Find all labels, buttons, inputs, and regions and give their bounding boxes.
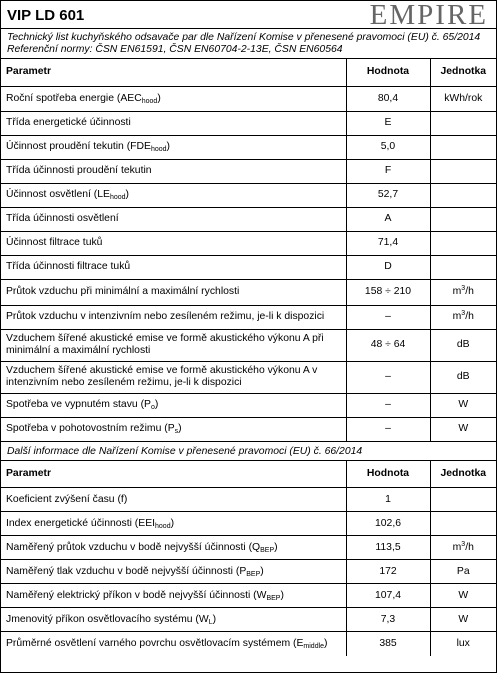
table-header-row — [1, 59, 496, 86]
value-text: A — [384, 213, 392, 224]
row-unit — [430, 207, 496, 231]
row-unit — [430, 361, 496, 393]
label-subscript: hood — [109, 194, 126, 201]
row-label — [1, 135, 346, 159]
row-value — [346, 361, 430, 393]
label-text: Spotřeba v pohotovostním režimu (P — [6, 423, 175, 434]
row-value — [346, 231, 430, 255]
regulation-line: Technický list kuchyňského odsavače par dle Nařízení Komise v přenesené pravomoci (EU) č. 65/2014 — [7, 32, 481, 43]
label-suffix: ) — [170, 517, 175, 529]
row-label — [1, 86, 346, 111]
row-label — [1, 393, 346, 417]
label-text: Průtok vzduchu v intenzivním nebo zesíleném režimu, je-li k dispozici — [6, 311, 325, 322]
row-unit — [430, 536, 496, 560]
label-text: Účinnost osvětlení (LE — [6, 189, 110, 200]
row-label — [1, 329, 346, 361]
row-label — [1, 536, 346, 560]
unit-text: W — [458, 589, 469, 601]
value-text: 385 — [379, 637, 397, 649]
unit-text: m — [452, 541, 462, 553]
label-suffix: ) — [274, 541, 278, 553]
table-row — [1, 135, 496, 159]
row-value — [346, 536, 430, 560]
unit-suffix: /h — [465, 311, 474, 322]
row-value — [346, 560, 430, 584]
table-row — [1, 231, 496, 255]
additional-info-table — [1, 461, 496, 656]
model-name: VIP LD 601 — [7, 7, 85, 24]
row-label — [1, 488, 346, 512]
table-row — [1, 536, 496, 560]
table-row — [1, 488, 496, 512]
label-suffix: ) — [125, 189, 130, 200]
row-label — [1, 305, 346, 329]
label-text: Průtok vzduchu při minimální a maximální rychlosti — [6, 286, 240, 297]
row-label — [1, 159, 346, 183]
row-value — [346, 135, 430, 159]
value-text: 71,4 — [377, 237, 399, 248]
table-row — [1, 305, 496, 329]
label-text: Koeficient zvýšení času (f) — [6, 493, 128, 505]
label-subscript: s — [174, 428, 179, 435]
label-text: Jmenovitý příkon osvětlovacího systému (W — [6, 613, 209, 625]
unit-text: Pa — [456, 565, 470, 577]
brand-logo: EMPIRE — [369, 0, 488, 31]
label-suffix: ) — [280, 589, 284, 601]
row-unit — [430, 329, 496, 361]
row-label — [1, 207, 346, 231]
label-text: Index energetické účinnosti (EEI — [6, 517, 156, 529]
table-row — [1, 417, 496, 441]
row-value — [346, 512, 430, 536]
row-value — [346, 255, 430, 279]
label-subscript: hood — [155, 522, 171, 530]
label-suffix: ) — [212, 613, 217, 625]
value-text: 113,5 — [375, 541, 401, 553]
standards-line: Referenční normy: ČSN EN61591, ČSN EN60704-2-13E, ČSN EN60564 — [7, 44, 343, 55]
table-row — [1, 560, 496, 584]
unit-text: W — [458, 613, 469, 625]
row-value — [346, 488, 430, 512]
table-row — [1, 207, 496, 231]
label-subscript: BEP — [246, 570, 261, 578]
row-unit — [430, 231, 496, 255]
value-text: 1 — [385, 493, 391, 505]
unit-text: W — [458, 399, 469, 410]
row-label — [1, 279, 346, 305]
label-suffix: ) — [260, 565, 264, 577]
table-row — [1, 632, 496, 656]
row-value — [346, 393, 430, 417]
value-text: E — [384, 117, 392, 128]
unit-text: dB — [456, 371, 470, 382]
value-text: – — [385, 311, 391, 322]
label-text: Třída účinnosti proudění tekutin — [6, 165, 152, 176]
label-text: Naměřený tlak vzduchu v bodě nejvyšší účinnosti (P — [6, 565, 247, 577]
row-unit — [430, 584, 496, 608]
label-text: Třída energetické účinnosti — [6, 117, 131, 128]
unit-text: lux — [456, 637, 470, 649]
row-label — [1, 231, 346, 255]
header-parameter: Parametr — [1, 461, 346, 488]
label-subscript: o — [150, 404, 155, 411]
value-text: – — [385, 371, 391, 382]
value-text: 102,6 — [374, 517, 401, 529]
table-row — [1, 361, 496, 393]
label-suffix: ) — [154, 399, 159, 410]
table-row — [1, 86, 496, 111]
unit-text: W — [458, 423, 469, 434]
row-unit — [430, 417, 496, 441]
value-text: F — [384, 165, 392, 176]
label-subscript: BEP — [266, 594, 281, 602]
row-value — [346, 86, 430, 111]
row-label — [1, 417, 346, 441]
row-value — [346, 417, 430, 441]
row-label — [1, 255, 346, 279]
label-subscript: L — [208, 618, 213, 626]
value-text: 107,4 — [374, 589, 401, 601]
row-label — [1, 608, 346, 632]
section-title: Další informace dle Nařízení Komise v přenesené pravomoci (EU) č. 66/2014 — [1, 442, 496, 461]
row-value — [346, 329, 430, 361]
row-unit — [430, 608, 496, 632]
row-label — [1, 512, 346, 536]
table-row — [1, 329, 496, 361]
row-unit — [430, 255, 496, 279]
row-unit — [430, 135, 496, 159]
label-subscript: hood — [150, 146, 167, 153]
header-parameter: Parametr — [1, 59, 346, 86]
row-unit — [430, 183, 496, 207]
regulation-note — [1, 29, 496, 59]
label-text: Třída účinnosti filtrace tuků — [6, 261, 131, 272]
row-value — [346, 608, 430, 632]
row-value — [346, 632, 430, 656]
unit-text: m — [452, 311, 462, 322]
row-unit — [430, 305, 496, 329]
label-text: Účinnost filtrace tuků — [6, 237, 103, 248]
value-text: 172 — [379, 565, 397, 577]
unit-superscript: 3 — [461, 310, 466, 317]
unit-text: kWh/rok — [444, 92, 483, 104]
header-value: Hodnota — [346, 461, 430, 488]
table-row — [1, 255, 496, 279]
row-unit — [430, 632, 496, 656]
row-value — [346, 305, 430, 329]
row-label — [1, 183, 346, 207]
label-text: Třída účinnosti osvětlení — [6, 213, 119, 224]
header-value: Hodnota — [346, 59, 430, 86]
value-text: 5,0 — [380, 141, 396, 152]
label-subscript: BEP — [260, 546, 275, 554]
row-label — [1, 361, 346, 393]
row-label — [1, 560, 346, 584]
table-row — [1, 279, 496, 305]
label-text: Průměrné osvětlení varného povrchu osvětlovacím systémem (E — [6, 637, 304, 649]
row-label — [1, 632, 346, 656]
value-text: 48 ÷ 64 — [370, 339, 406, 350]
row-value — [346, 207, 430, 231]
label-text: Vzduchem šířené akustické emise ve formě akustického výkonu A při minimální a maximální rychlosti — [6, 333, 324, 356]
row-value — [346, 279, 430, 305]
label-text: Naměřený průtok vzduchu v bodě nejvyšší účinnosti (Q — [6, 541, 261, 553]
label-text: Spotřeba ve vypnutém stavu (P — [6, 399, 151, 410]
value-text: 80,4 — [377, 92, 399, 104]
label-suffix: ) — [157, 92, 161, 104]
row-unit — [430, 393, 496, 417]
row-unit — [430, 512, 496, 536]
table-row — [1, 512, 496, 536]
table-row — [1, 111, 496, 135]
energy-table — [1, 59, 496, 442]
unit-text: m — [452, 286, 462, 297]
label-text: Účinnost proudění tekutin (FDE — [6, 141, 151, 152]
unit-text: dB — [456, 339, 470, 350]
header-unit: Jednotka — [430, 59, 496, 86]
row-unit — [430, 279, 496, 305]
value-text: 52,7 — [377, 189, 399, 200]
row-value — [346, 584, 430, 608]
row-unit — [430, 111, 496, 135]
row-label — [1, 584, 346, 608]
unit-superscript: 3 — [461, 540, 466, 548]
label-text: Roční spotřeba energie (AEC — [6, 92, 142, 104]
label-subscript: middle — [303, 642, 325, 650]
unit-suffix: /h — [465, 541, 474, 553]
value-text: D — [384, 261, 392, 272]
row-unit — [430, 159, 496, 183]
table-row — [1, 393, 496, 417]
row-unit — [430, 488, 496, 512]
value-text: – — [385, 423, 391, 434]
label-suffix: ) — [324, 637, 328, 649]
row-label — [1, 111, 346, 135]
value-text: – — [385, 399, 391, 410]
table-row — [1, 159, 496, 183]
row-value — [346, 111, 430, 135]
table-header-row — [1, 461, 496, 488]
unit-suffix: /h — [465, 286, 474, 297]
table-row — [1, 584, 496, 608]
label-suffix: ) — [178, 423, 182, 434]
row-value — [346, 159, 430, 183]
label-suffix: ) — [166, 141, 171, 152]
unit-superscript: 3 — [461, 285, 466, 292]
header-unit: Jednotka — [430, 461, 496, 488]
label-subscript: hood — [141, 97, 158, 105]
row-value — [346, 183, 430, 207]
label-text: Naměřený elektrický příkon v bodě nejvyšší účinnosti (W — [6, 589, 267, 601]
value-text: 158 ÷ 210 — [364, 286, 412, 297]
value-text: 7,3 — [380, 613, 396, 625]
table-row — [1, 608, 496, 632]
sheet-header — [1, 1, 496, 29]
row-unit — [430, 86, 496, 111]
table-row — [1, 183, 496, 207]
label-text: Vzduchem šířené akustické emise ve formě akustického výkonu A v intenzivním nebo zesíleném režimu, je-li k dispozici — [6, 365, 318, 388]
row-unit — [430, 560, 496, 584]
